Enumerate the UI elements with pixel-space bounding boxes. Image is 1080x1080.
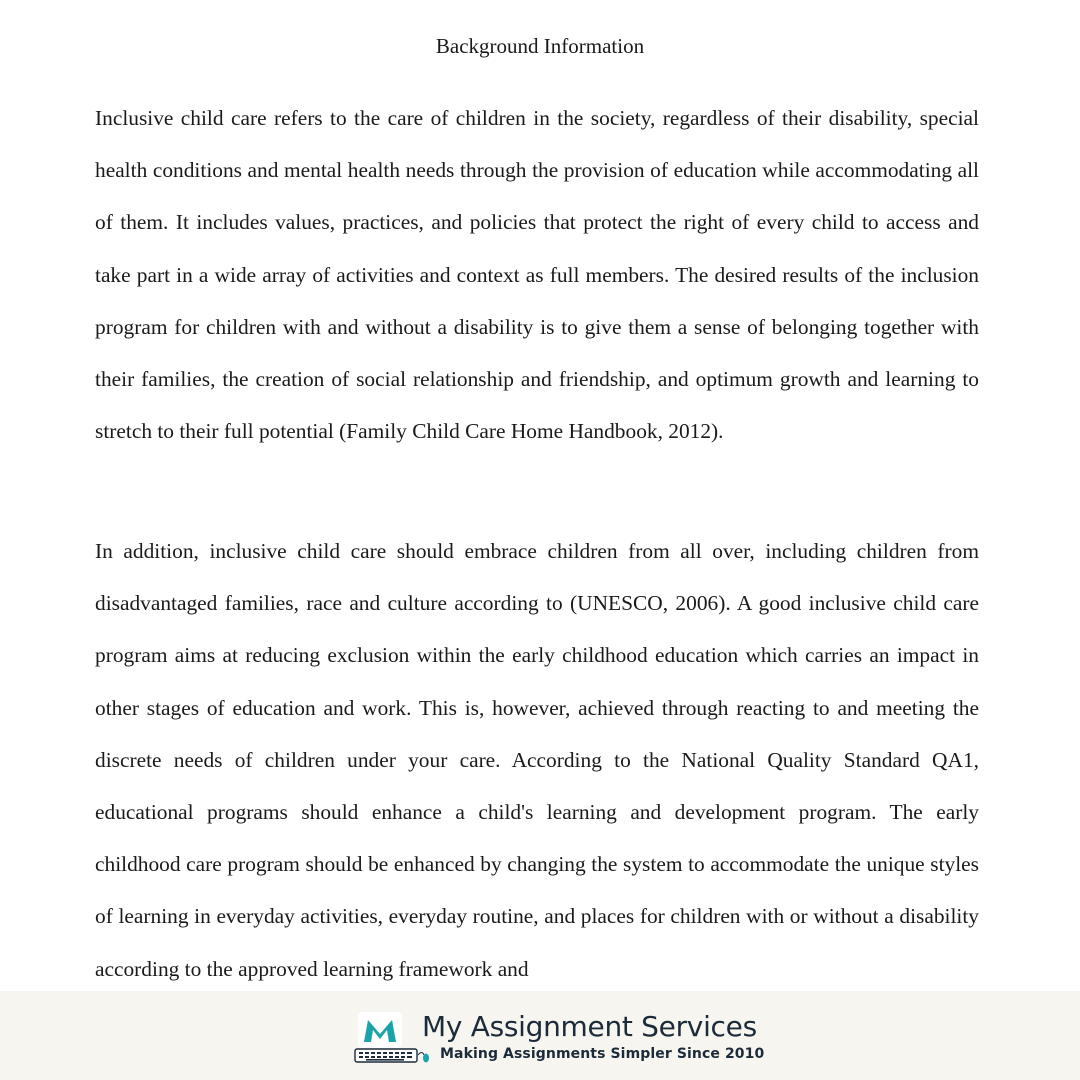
brand-name: My Assignment Services	[422, 1010, 757, 1043]
keyboard-icon	[354, 1046, 434, 1064]
brand-block	[354, 1010, 765, 1070]
paragraph-2: In addition, inclusive child care should embrace children from all over, including children from disadvantaged families, race and culture according to (UNESCO, 2006). A good inclusive child care program aims at reducing exclusion within the early childhood education which carries an impact in other stages of education and work. This is, however, achieved through reacting to and meeting the discrete needs of children under your care. According to the National Quality Standard QA1, educational programs should enhance a child's learning and development program. The early childhood care program should be enhanced by changing the system to accommodate the unique styles of learning in everyday activities, everyday routine, and places for children with or without a disability according to the approved learning framework and	[95, 539, 979, 981]
m-logo-icon	[358, 1012, 402, 1048]
document-title: Background Information	[435, 34, 645, 58]
paragraph-1: Inclusive child care refers to the care of children in the society, regardless of their disability, special health conditions and mental health needs through the provision of education while accommodating all of them. It includes values, practices, and policies that protect the right of every child to access and take part in a wide array of activities and context as full members. The desired results of the inclusion program for children with and without a disability is to give them a sense of belonging together with their families, the creation of social relationship and friendship, and optimum growth and learning to stretch to their full potential (Family Child Care Home Handbook, 2012).	[95, 106, 979, 444]
brand-tagline: Making Assignments Simpler Since 2010	[440, 1046, 765, 1062]
